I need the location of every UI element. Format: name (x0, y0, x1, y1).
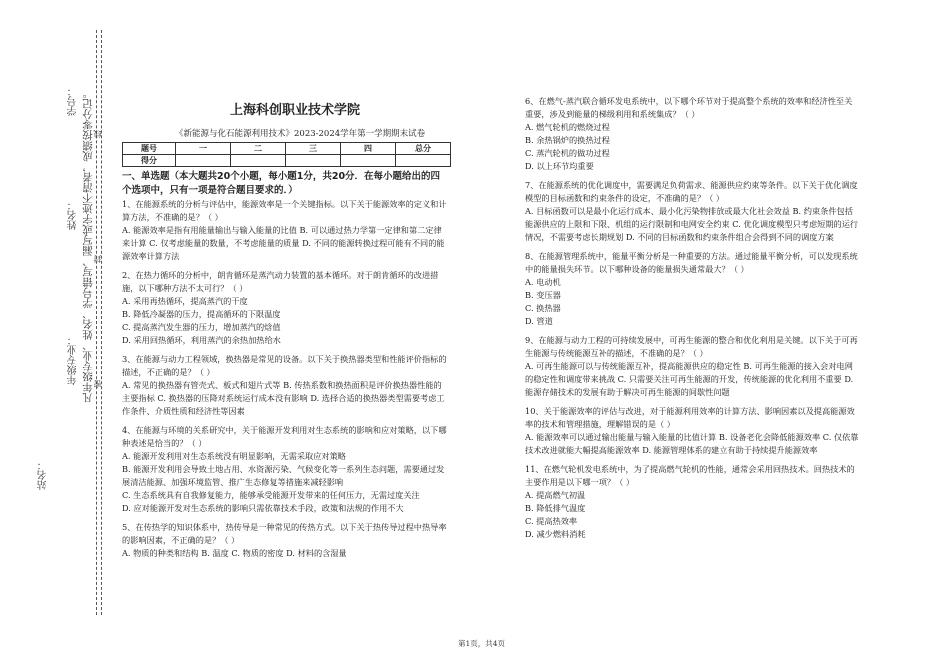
warning-text: 凡年级专业、姓名、学号错写、漏写或字迹不清者，成绩按零分记。 (82, 88, 94, 403)
question-stem: 11、在燃气轮机发电系统中，为了提高燃气轮机的性能，通常会采用回热技术。回热技术的主要作用是以下哪一项？（ ） (525, 464, 855, 487)
seal-line-inner (101, 30, 102, 615)
name-label: 姓名： (68, 200, 79, 230)
question-options: A. 可再生能源可以与传统能源互补，提高能源供应的稳定性 B. 可再生能源的接入会对电网的稳定性和调度带来挑战 C. 只需要关注可再生能源的开发，传统能源的优化利用不重要 D. 能源存储技术的发展有助于解决可再生能源的间歇性问题 (525, 361, 854, 397)
question-options: A. 常见的换热器有管壳式、板式和翅片式等 B. 传热系数和换热面积是评价换热器性能的主要指标 C. 换热器的压降对系统运行成本没有影响 D. 选择合适的换热器类型需要考虑工作条件、介质性质和经济性等因素 (122, 380, 445, 416)
question-stem: 9、在能源与动力工程的可持续发展中，可再生能源的整合和优化利用是关键。以下关于可再生能源与传统能源互补的描述，不准确的是？（ ） (525, 335, 858, 358)
section-heading: 一、单选题（本大题共20个小题，每小题1分，共20分．在每小题给出的四个选项中，只有一项是符合题目要求的．） (122, 171, 441, 196)
score-header: 题号 (123, 143, 176, 155)
question-options: A. 能源效率可以通过输出能量与输入能量的比值计算 B. 设备老化会降低能源效率 C. 仅依靠技术改进就能大幅提高能源效率 D. 能源管理体系的建立有助于持续提升能源效率 (525, 432, 859, 455)
question-option: C. 生态系统具有自我修复能力，能够承受能源开发带来的任何压力，无需过度关注 (122, 490, 420, 500)
question-stem: 8、在能源管理系统中，能量平衡分析是一种重要的方法。通过能量平衡分析，可以发现系统中的能量损失环节。以下哪种设备的能量损失通常最大？（ ） (525, 251, 858, 274)
question-option: C. 换热器 (525, 303, 561, 313)
major-label: 年级专业： (68, 335, 79, 385)
question-option: D. 采用回热循环，利用蒸汽的余热加热给水 (122, 335, 281, 345)
left-column (122, 170, 448, 560)
question-option: D. 管道 (525, 316, 553, 326)
right-column (525, 95, 859, 541)
seal-mark-xian: 线 (93, 130, 102, 138)
question-stem: 5、在传热学的知识体系中，热传导是一种常见的传热方式。以下关于热传导过程中热导率的影响因素，不正确的是？（ ） (122, 522, 447, 545)
question-option: A. 采用再热循环，提高蒸汽的干度 (122, 296, 248, 306)
seal-mark-feng: 封 (93, 255, 102, 263)
page-number: 第1页，共4页 (458, 639, 506, 648)
question-stem: 7、在能源系统的优化调度中，需要满足负荷需求、能源供应约束等条件。以下关于优化调度模型的目标函数和约束条件的设定，不准确的是？（ ） (525, 180, 858, 203)
exam-title: 《新能源与化石能源利用技术》2023-2024学年第一学期期末试卷 (175, 129, 426, 139)
score-table (122, 142, 451, 167)
score-header: 三 (286, 143, 341, 155)
question-option: B. 降低冷凝器的压力，提高循环的下限温度 (122, 309, 281, 319)
seal-line (96, 30, 97, 615)
question-stem: 1、在能源系统的分析与评估中，能源效率是一个关键指标。以下关于能源效率的定义和计算方法，不准确的是？（ ） (122, 199, 447, 222)
question-stem: 2、在热力循环的分析中，朗肯循环是蒸汽动力装置的基本循环。对于朗肯循环的改进措施，以下哪种方法不太可行？（ ） (122, 270, 439, 293)
score-header: 四 (341, 143, 396, 155)
question-option: C. 提高蒸汽发生器的压力，增加蒸汽的焓值 (122, 322, 281, 332)
question-option: B. 余热锅炉的换热过程 (525, 135, 610, 145)
question-stem: 10、关于能源效率的评估与改进，对于能源利用效率的计算方法、影响因素以及提高能源效率的技术和管理措施，理解错误的是（ ） (525, 406, 855, 429)
score-row-label: 得分 (123, 155, 176, 167)
binding-margin (0, 0, 110, 672)
center-label: 站名： (38, 460, 49, 490)
question-option: C. 提高热效率 (525, 516, 578, 526)
question-stem: 4、在能源与环境的关系研究中，关于能源开发利用对生态系统的影响和应对策略，以下哪种表述是恰当的？（ ） (122, 425, 447, 448)
score-header: 一 (176, 143, 231, 155)
question-option: D. 减少燃料消耗 (525, 529, 586, 539)
question-option: B. 变压器 (525, 290, 561, 300)
question-options: A. 目标函数可以是最小化运行成本、最小化污染物排放或最大化社会效益 B. 约束条件包括能源供应的上限和下限、机组的运行限制和电网安全约束 C. 优化调度模型只考虑短期的运行情况，不需要考虑长期规划 D. 不同的目标函数和约束条件组合会得到不同的调度方案 (525, 206, 859, 242)
question-option: B. 降低排气温度 (525, 503, 586, 513)
question-option: A. 燃气轮机的燃烧过程 (525, 122, 610, 132)
score-header: 总分 (396, 143, 451, 155)
question-option: D. 应对能源开发对生态系统的影响只需依靠技术手段，政策和法规的作用不大 (122, 503, 404, 513)
school-title: 上海科创职业技术学院 (230, 103, 361, 118)
question-option: B. 能源开发利用会导致土地占用、水资源污染、气候变化等一系列生态问题，需要通过发展清洁能源、加强环境监管、推广生态修复等措施来减轻影响 (122, 464, 445, 487)
question-option: C. 蒸汽轮机的做功过程 (525, 148, 610, 158)
question-options: A. 能源效率是指有用能量输出与输入能量的比值 B. 可以通过热力学第一定律和第二定律来计算 C. 仅考虑能量的数量，不考虑能量的质量 D. 不同的能源转换过程可能有不同的能源效率计算方法 (122, 225, 445, 261)
question-options: A. 物质的种类和结构 B. 温度 C. 物质的密度 D. 材料的含湿量 (122, 548, 347, 558)
question-stem: 3、在能源与动力工程领域，换热器是常见的设备。以下关于换热器类型和性能评价指标的描述，不正确的是？（ ） (122, 354, 447, 377)
seal-mark-mi: 密 (93, 380, 102, 388)
score-header: 二 (231, 143, 286, 155)
question-option: A. 电动机 (525, 277, 561, 287)
question-option: A. 能源开发利用对生态系统没有明显影响，无需采取应对策略 (122, 451, 346, 461)
question-option: D. 以上环节均重要 (525, 161, 594, 171)
question-stem: 6、在燃气-蒸汽联合循环发电系统中，以下哪个环节对于提高整个系统的效率和经济性至关重要，涉及到能量的梯级利用和系统集成？（ ） (525, 96, 853, 119)
question-option: A. 提高燃气初温 (525, 490, 586, 500)
student-id-label: 学号： (68, 86, 79, 116)
